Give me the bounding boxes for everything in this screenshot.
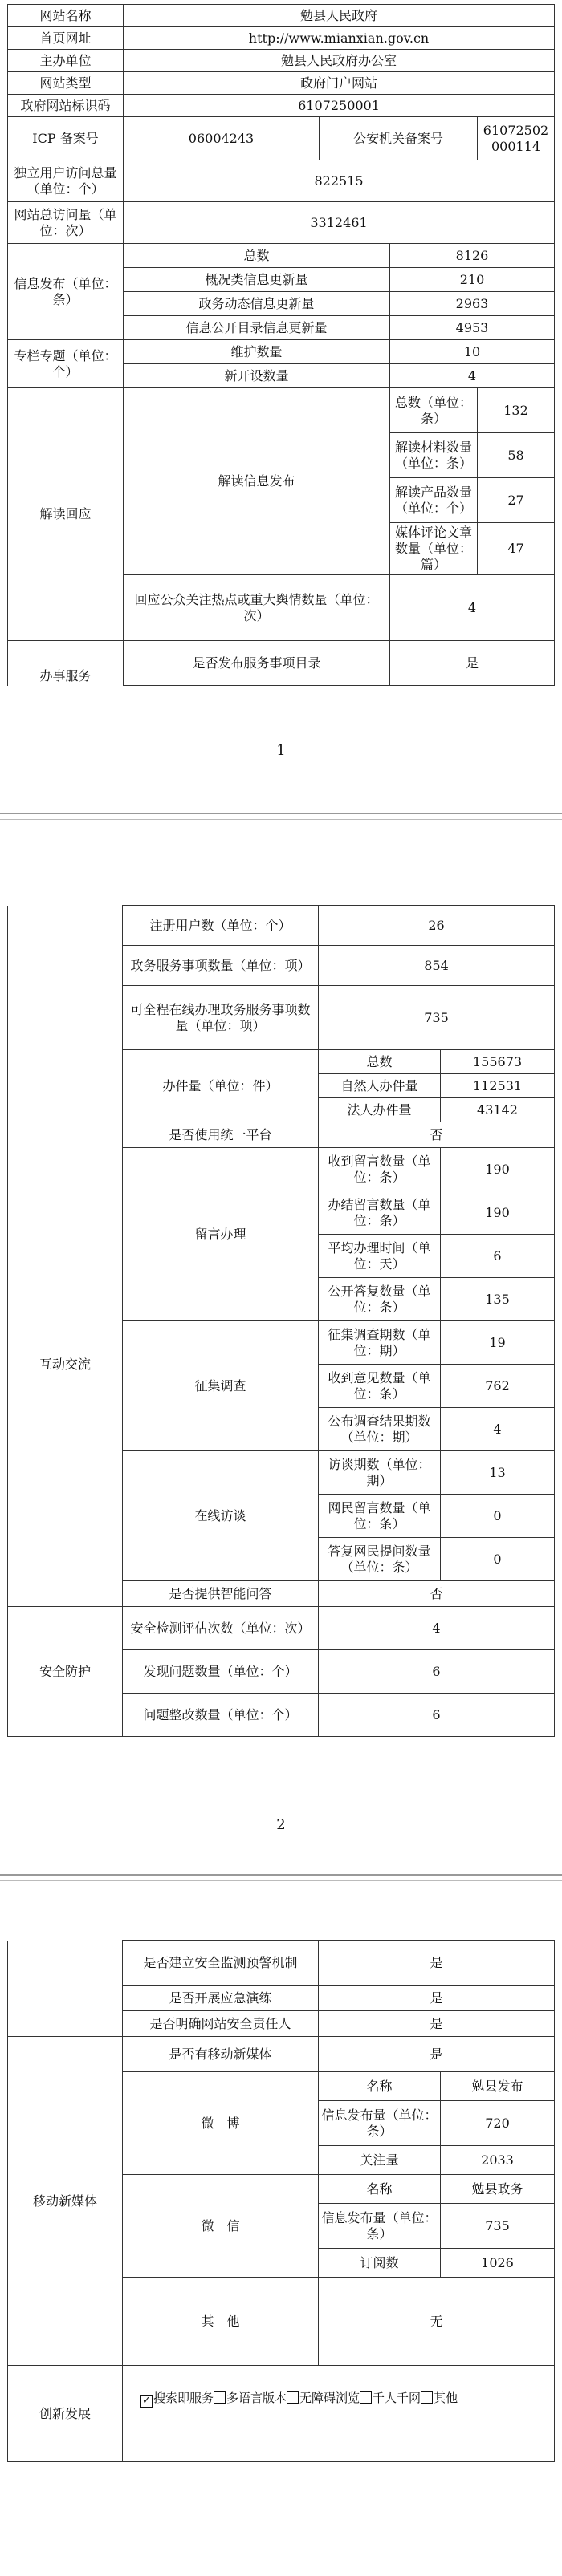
handled-item-label: 法人办件量 xyxy=(319,1098,441,1122)
label-registered: 注册用户数（单位：个） xyxy=(123,906,319,946)
value-registered: 26 xyxy=(319,906,555,946)
interview-item-label: 网民留言数量（单位：条） xyxy=(319,1495,441,1538)
label-icp: ICP 备案号 xyxy=(8,117,124,160)
checkbox-checked-icon[interactable]: ✓ xyxy=(140,2395,153,2408)
survey-item-label: 征集调查期数（单位：期） xyxy=(319,1321,441,1365)
label-police-record: 公安机关备案号 xyxy=(320,117,478,160)
security-item-value: 6 xyxy=(319,1650,555,1694)
row-unified xyxy=(8,1122,555,1148)
label-messages: 留言办理 xyxy=(123,1148,319,1321)
columns-item-value: 4 xyxy=(390,364,555,388)
interview-item-value: 0 xyxy=(441,1538,555,1581)
row-site-code xyxy=(8,95,555,117)
row-info-total xyxy=(8,244,555,268)
report-table-page-2 xyxy=(7,905,555,1737)
interpret-item-value: 27 xyxy=(478,478,555,523)
handled-item-label: 自然人办件量 xyxy=(319,1074,441,1098)
checkbox-icon[interactable] xyxy=(421,2391,433,2404)
survey-item-label: 公布调查结果期数（单位：期） xyxy=(319,1408,441,1451)
row-icp xyxy=(8,117,555,160)
value-pv: 3312461 xyxy=(124,202,555,244)
label-hotspot: 回应公众关注热点或重大舆情数量（单位：次） xyxy=(124,575,390,641)
option-other[interactable] xyxy=(421,2390,458,2406)
label-survey: 征集调查 xyxy=(123,1321,319,1451)
interpret-item-value: 132 xyxy=(478,388,555,433)
page-separator xyxy=(0,1880,562,1881)
value-site-name: 勉县人民政府 xyxy=(124,5,555,27)
security-item-label: 安全检测评估次数（单位：次） xyxy=(123,1607,319,1650)
row-has-media xyxy=(8,2037,555,2072)
interpret-item-label: 总数（单位：条） xyxy=(390,388,478,433)
message-item-label: 公开答复数量（单位：条） xyxy=(319,1278,441,1321)
label-online: 可全程在线办理政务服务事项数量（单位：项） xyxy=(123,986,319,1050)
message-item-value: 190 xyxy=(441,1191,555,1235)
row-monitoring xyxy=(8,1941,555,1986)
info-item-label: 信息公开目录信息更新量 xyxy=(124,316,390,340)
option-accessibility[interactable] xyxy=(287,2390,360,2406)
value-monitoring: 是 xyxy=(319,1941,555,1986)
value-other-media: 无 xyxy=(319,2278,555,2366)
columns-item-value: 10 xyxy=(390,340,555,364)
value-homepage: http://www.mianxian.gov.cn xyxy=(124,27,555,50)
value-host: 勉县人民政府办公室 xyxy=(124,50,555,72)
wechat-name-label: 名称 xyxy=(319,2175,441,2204)
label-interaction: 互动交流 xyxy=(8,1122,123,1607)
message-item-label: 收到留言数量（单位：条） xyxy=(319,1148,441,1191)
row-host xyxy=(8,50,555,72)
page-number: 2 xyxy=(276,1816,286,1833)
info-item-label: 概况类信息更新量 xyxy=(124,268,390,292)
label-smart-qa: 是否提供智能问答 xyxy=(123,1581,319,1607)
survey-item-label: 收到意见数量（单位：条） xyxy=(319,1365,441,1408)
row-interpret-total xyxy=(8,388,555,433)
label-innovation: 创新发展 xyxy=(8,2366,123,2462)
value-site-code: 6107250001 xyxy=(124,95,555,117)
wechat-count-label: 信息发布量（单位：条） xyxy=(319,2204,441,2249)
weibo-count-label: 信息发布量（单位：条） xyxy=(319,2101,441,2146)
security-item-label: 问题整改数量（单位：个） xyxy=(123,1694,319,1737)
label-service-dir: 是否发布服务事项目录 xyxy=(124,641,390,686)
security-item-value: 4 xyxy=(319,1607,555,1650)
label-matters: 政务服务事项数量（单位：项） xyxy=(123,946,319,986)
label-security: 安全防护 xyxy=(8,1607,123,1737)
label-service: 办事服务 xyxy=(8,641,124,686)
option-personalized[interactable] xyxy=(360,2390,421,2406)
row-pv xyxy=(8,202,555,244)
label-homepage: 首页网址 xyxy=(8,27,124,50)
interview-item-label: 答复网民提问数量（单位：条） xyxy=(319,1538,441,1581)
report-table-page-1 xyxy=(7,4,555,686)
option-label: 多语言版本 xyxy=(226,2391,287,2405)
row-site-type xyxy=(8,72,555,95)
option-label: 无障碍浏览 xyxy=(299,2391,360,2405)
label-info-release: 信息发布（单位：条） xyxy=(8,244,124,340)
survey-item-value: 762 xyxy=(441,1365,555,1408)
security-item-value: 6 xyxy=(319,1694,555,1737)
label-handled: 办件量（单位：件） xyxy=(123,1050,319,1122)
label-interpret: 解读回应 xyxy=(8,388,124,641)
label-unified: 是否使用统一平台 xyxy=(123,1122,319,1148)
security-cont-cell xyxy=(8,1941,123,2037)
label-interview: 在线访谈 xyxy=(123,1451,319,1581)
survey-item-value: 4 xyxy=(441,1408,555,1451)
label-wechat: 微 信 xyxy=(123,2175,319,2278)
label-uv: 独立用户访问总量（单位：个） xyxy=(8,160,124,202)
label-monitoring: 是否建立安全监测预警机制 xyxy=(123,1941,319,1986)
row-homepage xyxy=(8,27,555,50)
page-separator xyxy=(0,819,562,820)
value-service-dir: 是 xyxy=(390,641,555,686)
value-responsible: 是 xyxy=(319,2011,555,2037)
row-columns-maintained xyxy=(8,340,555,364)
interpret-item-label: 解读材料数量（单位：条） xyxy=(390,433,478,478)
value-matters: 854 xyxy=(319,946,555,986)
page-separator xyxy=(0,1874,562,1876)
label-weibo: 微 博 xyxy=(123,2072,319,2175)
page-number: 1 xyxy=(276,742,286,759)
label-host: 主办单位 xyxy=(8,50,124,72)
value-uv: 822515 xyxy=(124,160,555,202)
value-has-media: 是 xyxy=(319,2037,555,2072)
value-smart-qa: 否 xyxy=(319,1581,555,1607)
weibo-follow-label: 关注量 xyxy=(319,2146,441,2175)
checkbox-icon[interactable] xyxy=(360,2391,372,2404)
message-item-value: 190 xyxy=(441,1148,555,1191)
info-item-label: 政务动态信息更新量 xyxy=(124,292,390,316)
interview-item-value: 0 xyxy=(441,1495,555,1538)
value-police-record: 61072502000114 xyxy=(478,117,555,160)
interview-item-value: 13 xyxy=(441,1451,555,1495)
row-site-name xyxy=(8,5,555,27)
message-item-value: 135 xyxy=(441,1278,555,1321)
row-registered xyxy=(8,906,555,946)
label-pv: 网站总访问量（单位：次） xyxy=(8,202,124,244)
label-responsible: 是否明确网站安全责任人 xyxy=(123,2011,319,2037)
label-other-media: 其 他 xyxy=(123,2278,319,2366)
handled-item-value: 112531 xyxy=(441,1074,555,1098)
label-drill: 是否开展应急演练 xyxy=(123,1986,319,2011)
label-site-name: 网站名称 xyxy=(8,5,124,27)
checkbox-icon[interactable] xyxy=(214,2391,226,2404)
checkbox-icon[interactable] xyxy=(287,2391,299,2404)
value-drill: 是 xyxy=(319,1986,555,2011)
info-item-value: 2963 xyxy=(390,292,555,316)
option-multilang[interactable] xyxy=(214,2390,287,2406)
columns-item-label: 新开设数量 xyxy=(124,364,390,388)
value-site-type: 政府门户网站 xyxy=(124,72,555,95)
interpret-item-label: 解读产品数量（单位：个） xyxy=(390,478,478,523)
value-hotspot: 4 xyxy=(390,575,555,641)
weibo-name-value: 勉县发布 xyxy=(441,2072,555,2101)
value-online: 735 xyxy=(319,986,555,1050)
row-uv xyxy=(8,160,555,202)
message-item-label: 平均办理时间（单位：天） xyxy=(319,1235,441,1278)
label-site-code: 政府网站标识码 xyxy=(8,95,124,117)
wechat-count-value: 735 xyxy=(441,2204,555,2249)
row-innovation xyxy=(8,2366,555,2462)
handled-item-value: 43142 xyxy=(441,1098,555,1122)
value-unified: 否 xyxy=(319,1122,555,1148)
row-service-dir xyxy=(8,641,555,686)
info-item-value: 4953 xyxy=(390,316,555,340)
innovation-options xyxy=(123,2366,555,2462)
service-cont-cell xyxy=(8,906,123,1122)
option-label: 其他 xyxy=(434,2391,458,2405)
wechat-sub-label: 订阅数 xyxy=(319,2249,441,2278)
report-table-page-3 xyxy=(7,1940,555,2462)
columns-item-label: 维护数量 xyxy=(124,340,390,364)
handled-item-label: 总数 xyxy=(319,1050,441,1074)
interpret-item-value: 47 xyxy=(478,523,555,575)
wechat-sub-value: 1026 xyxy=(441,2249,555,2278)
option-search-service[interactable] xyxy=(140,2390,214,2408)
interview-item-label: 访谈期数（单位：期） xyxy=(319,1451,441,1495)
weibo-name-label: 名称 xyxy=(319,2072,441,2101)
message-item-value: 6 xyxy=(441,1235,555,1278)
survey-item-value: 19 xyxy=(441,1321,555,1365)
row-security-checks xyxy=(8,1607,555,1650)
label-interpret-release: 解读信息发布 xyxy=(124,388,390,575)
info-item-value: 210 xyxy=(390,268,555,292)
option-label: 搜索即服务 xyxy=(153,2391,214,2405)
security-item-label: 发现问题数量（单位：个） xyxy=(123,1650,319,1694)
page-separator xyxy=(0,813,562,814)
interpret-item-label: 媒体评论文章数量（单位：篇） xyxy=(390,523,478,575)
weibo-count-value: 720 xyxy=(441,2101,555,2146)
wechat-name-value: 勉县政务 xyxy=(441,2175,555,2204)
interpret-item-value: 58 xyxy=(478,433,555,478)
message-item-label: 办结留言数量（单位：条） xyxy=(319,1191,441,1235)
option-label: 千人千网 xyxy=(373,2391,422,2405)
handled-item-value: 155673 xyxy=(441,1050,555,1074)
label-columns: 专栏专题（单位：个） xyxy=(8,340,124,388)
info-item-label: 总数 xyxy=(124,244,390,268)
weibo-follow-value: 2033 xyxy=(441,2146,555,2175)
label-site-type: 网站类型 xyxy=(8,72,124,95)
label-new-media: 移动新媒体 xyxy=(8,2037,123,2366)
label-has-media: 是否有移动新媒体 xyxy=(123,2037,319,2072)
value-icp: 06004243 xyxy=(124,117,320,160)
info-item-value: 8126 xyxy=(390,244,555,268)
